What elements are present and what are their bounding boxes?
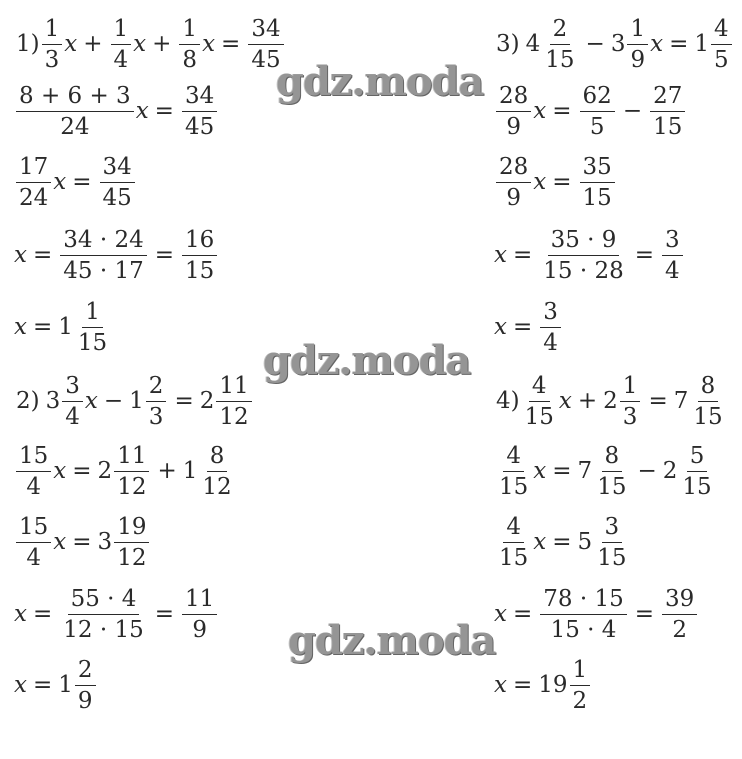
fraction: 8 + 6 + 3 24 xyxy=(16,81,134,142)
problem2-line3: 15 4 x = 3 19 12 xyxy=(14,512,151,573)
fraction: 4 15 xyxy=(524,373,554,430)
problem2-line1: 2) 3 3 4 x − 1 2 3 = 2 11 12 xyxy=(16,371,254,432)
fraction: 2 3 xyxy=(146,371,167,432)
fraction: 3 15 xyxy=(597,514,627,571)
problem2-line2: 15 4 x = 2 11 12 + 1 8 12 xyxy=(14,441,237,502)
problem-label: 3) xyxy=(496,31,520,57)
fraction: 15 4 xyxy=(16,512,51,573)
problem3-line5: x = $\frac{3}{4}$ xyxy=(494,297,563,358)
problem1-line5: x = 1 1 15 xyxy=(14,297,112,358)
fraction: 8 12 xyxy=(202,443,232,500)
fraction: $\frac{34}{45}$ xyxy=(182,81,217,142)
fraction: $\frac{39}{2}$ xyxy=(662,584,697,645)
fraction: $\frac{34}{45}$ xyxy=(248,14,283,75)
fraction: $\frac{34 \cdot 24}{45 \cdot 17}$ xyxy=(60,225,146,286)
fraction: $\frac{16}{15}$ xyxy=(182,225,217,286)
fraction: $\frac{78 \cdot 15}{15 \cdot 4}$ xyxy=(540,584,626,645)
problem3-line2: 28 9 x = $\frac{62}{5}$ − $\frac{27}{15}$ xyxy=(494,81,687,142)
fraction: $\frac{62}{5}$ xyxy=(580,81,615,142)
fraction: 19 12 xyxy=(114,512,149,573)
fraction: 1 3 xyxy=(620,371,641,432)
watermark: gdz.moda xyxy=(263,337,471,384)
problem3-line1: 3) 4 2 15 − 3 1 9 x = 1 4 5 xyxy=(496,14,734,75)
problem3-line4: x = $\frac{35 \cdot 9}{15 \cdot 28}$ = $\frac{3}{4}$ xyxy=(494,225,685,286)
watermark: gdz.moda xyxy=(288,617,496,664)
fraction: 3 4 xyxy=(62,371,83,432)
fraction: $\frac{1}{4}$ xyxy=(111,14,132,75)
fraction: 8 15 xyxy=(693,373,723,430)
fraction: 28 9 xyxy=(496,81,531,142)
fraction: 11 12 xyxy=(114,441,149,502)
problem-label: 2) xyxy=(16,388,40,414)
fraction: $\frac{11}{9}$ xyxy=(182,584,217,645)
fraction: 5 15 xyxy=(682,443,712,500)
fraction: 8 15 xyxy=(597,443,627,500)
problem4-line4: x = $\frac{78 \cdot 15}{15 \cdot 4}$ = $\frac{39}{2}$ xyxy=(494,584,699,645)
fraction: 2 9 xyxy=(75,655,96,716)
problem1-line1: 1) 1 3 x + $\frac{1}{4}$ x + $\frac{1}{8}$ x = $\frac{34}{45}$ xyxy=(16,14,286,75)
problem4-line2: 4 15 x = 7 8 15 − 2 5 15 xyxy=(494,441,717,502)
problem-label: 1) xyxy=(16,31,40,57)
problem1-line4: x = $\frac{34 \cdot 24}{45 \cdot 17}$ = $\frac{16}{15}$ xyxy=(14,225,219,286)
problem-label: 4) xyxy=(496,388,520,414)
fraction: 1 15 xyxy=(77,299,108,356)
fraction: $\frac{35 \cdot 9}{15 \cdot 28}$ xyxy=(543,227,624,284)
fraction: 1 2 xyxy=(570,655,591,716)
problem1-line2: 8 + 6 + 3 24 x = $\frac{34}{45}$ xyxy=(14,81,219,142)
fraction: 11 12 xyxy=(216,371,251,432)
fraction: 4 15 xyxy=(499,514,529,571)
fraction: 4 5 xyxy=(711,14,732,75)
problem2-line5: x = 1 2 9 xyxy=(14,655,98,716)
problem4-line5: x = 19 1 2 xyxy=(494,655,592,716)
fraction: $\frac{35}{15}$ xyxy=(580,152,615,213)
problem2-line4: x = $\frac{55 \cdot 4}{12 \cdot 15}$ = $\frac{11}{9}$ xyxy=(14,584,219,645)
fraction: $\frac{34}{45}$ xyxy=(100,152,135,213)
fraction: $\frac{27}{15}$ xyxy=(650,81,685,142)
fraction: $\frac{3}{4}$ xyxy=(540,297,561,358)
problem4-line3: 4 15 x = 5 3 15 xyxy=(494,512,631,573)
problem4-line1: 4) 4 15 x + 2 1 3 = 7 8 15 xyxy=(496,371,728,432)
watermark: gdz.moda xyxy=(276,58,484,105)
fraction: 1 3 xyxy=(42,14,63,75)
fraction: $\frac{55 \cdot 4}{12 \cdot 15}$ xyxy=(63,586,144,643)
fraction: 2 15 xyxy=(545,16,575,73)
fraction: 28 9 xyxy=(496,152,531,213)
fraction: 17 24 xyxy=(16,152,51,213)
fraction: 15 4 xyxy=(16,441,51,502)
fraction: 4 15 xyxy=(499,443,529,500)
problem1-line3: 17 24 x = $\frac{34}{45}$ xyxy=(14,152,137,213)
fraction: $\frac{3}{4}$ xyxy=(662,225,683,286)
fraction: 1 9 xyxy=(627,14,648,75)
fraction: $\frac{1}{8}$ xyxy=(179,14,200,75)
problem3-line3: 28 9 x = $\frac{35}{15}$ xyxy=(494,152,617,213)
